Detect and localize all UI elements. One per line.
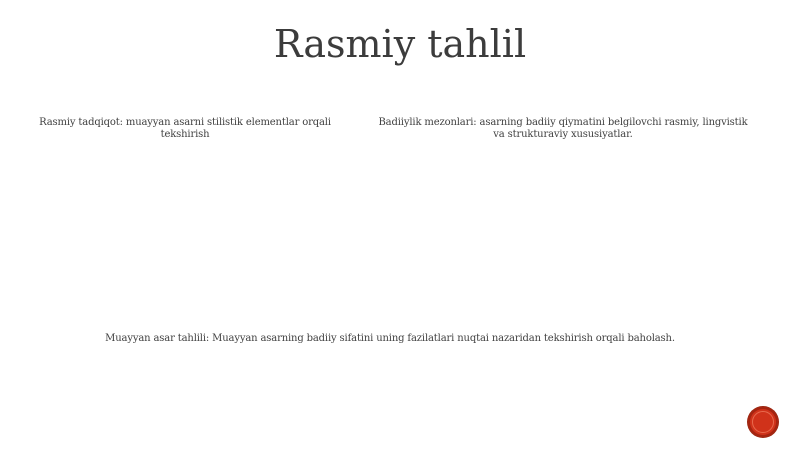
right-text-block: Badiiylik mezonlari: asarning badiiy qiymatini belgilovchi rasmiy, lingvistik va strukturaviy xususiyatlar. [378, 117, 748, 140]
slide-title: Rasmiy tahlil [273, 22, 527, 66]
left-text-block: Rasmiy tadqiqot: muayyan asarni stilistik elementlar orqali tekshirish [39, 117, 331, 140]
bottom-text-block: Muayyan asar tahlili: Muayyan asarning badiiy sifatini uning fazilatlari nuqtai nazaridan tekshirish orqali baholash. [105, 333, 675, 344]
circle-button-icon[interactable] [748, 407, 778, 437]
